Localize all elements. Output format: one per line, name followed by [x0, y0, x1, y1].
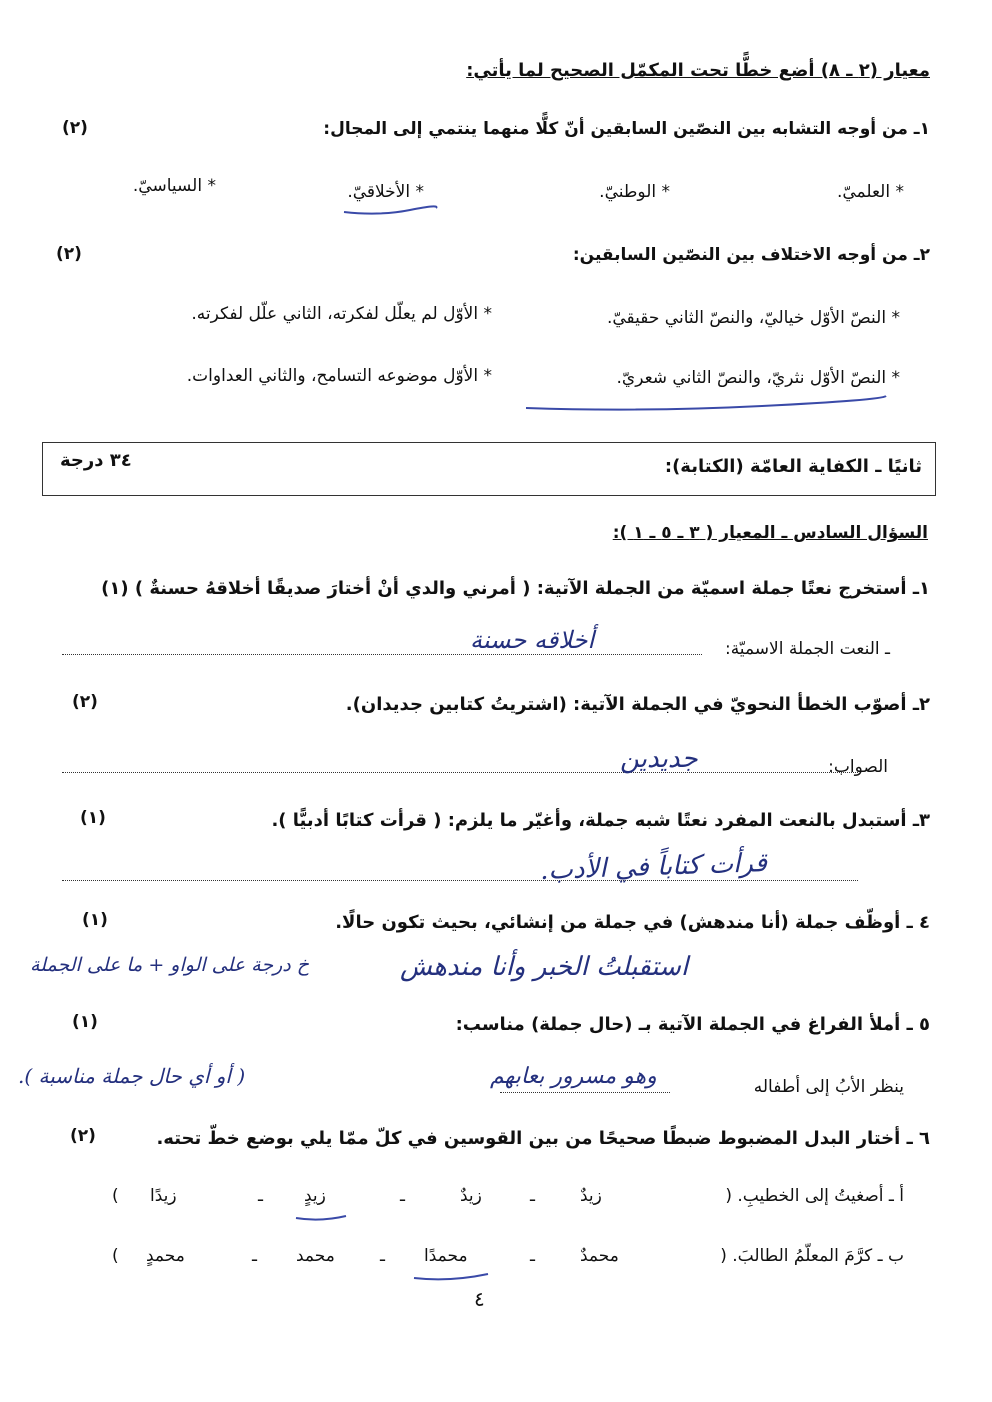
item-2-text: ٢ـ أصوّب الخطأ النحويّ في الجملة الآتية: (اشتريتُ كتابين جديدان).	[345, 694, 930, 715]
item-6a-label: أ ـ أصغيتُ إلى الخطيبِ. (	[725, 1186, 904, 1206]
q2-option-4: * الأوّل موضوعه التسامح، والثاني العداوات.	[186, 366, 492, 386]
item-5-handwriting: وهو مسرور بعابهم	[490, 1064, 657, 1089]
item-6b-option-1: محمدٌ	[580, 1246, 619, 1266]
item-6-mark: (٢)	[70, 1126, 96, 1146]
item-2-mark: (٢)	[72, 692, 98, 712]
item-4-handwriting-note: خ درجة على الواو + ما على الجملة	[30, 954, 310, 976]
item-5-text: ٥ ـ أملأ الفراغ في الجملة الآتية بـ (حال جملة) مناسب:	[455, 1014, 930, 1035]
section-2-title: ثانيًا ـ الكفاية العامّة (الكتابة):	[664, 456, 922, 477]
underline-mark-moral	[340, 200, 440, 218]
item-6a-sep-3: ـ	[258, 1186, 263, 1206]
item-3-text: ٣ـ أستبدل بالنعت المفرد نعتًا شبه جملة، وأغيّر ما يلزم: ( قرأت كتابًا أدبيًّا ).	[271, 810, 930, 831]
item-4-text: ٤ ـ أوظّف جملة (أنا مندهش) في جملة من إنشائي، بحيث تكون حالًا.	[335, 912, 930, 933]
q1-option-scientific: * العلميّ.	[836, 182, 904, 202]
question-2-text: ٢ـ من أوجه الاختلاف بين النصّين السابقين:	[572, 245, 930, 265]
q2-option-3: * النصّ الأوّل نثريّ، والنصّ الثاني شعريّ.	[616, 368, 900, 388]
underline-mark-6b	[412, 1270, 492, 1284]
item-6a-option-4: زيدًا	[150, 1186, 177, 1206]
q1-option-national: * الوطنيّ.	[599, 182, 670, 202]
item-6b-close-paren: )	[112, 1246, 119, 1266]
item-6a-option-3: زيدٍ	[304, 1186, 326, 1206]
item-6a-sep-2: ـ	[400, 1186, 405, 1206]
item-6a-option-2: زيدٌ	[460, 1186, 482, 1206]
item-6a-option-1: زيدٌ	[580, 1186, 602, 1206]
item-3-handwriting: قرأت كتاباً في الأدب.	[539, 848, 768, 886]
item-6b-option-2: محمدًا	[424, 1246, 468, 1266]
item-6b-label: ب ـ كرَّمَ المعلّمُ الطالبَ. (	[720, 1246, 904, 1266]
question-2-mark: (٢)	[56, 244, 82, 264]
item-6b-option-4: محمدٍ	[146, 1246, 185, 1266]
item-5-sentence: ينظر الأبُ إلى أطفاله	[753, 1077, 904, 1097]
item-2-handwriting: جديدين	[620, 744, 698, 774]
item-3-answer-line	[62, 880, 858, 881]
q2-option-1: * النصّ الأوّل خياليّ، والنصّ الثاني حقيقيّ.	[606, 308, 900, 328]
q1-option-moral: * الأخلاقيّ.	[347, 182, 424, 202]
section-2-score: ٣٤ درجة	[60, 450, 132, 471]
item-2-answer-label: الصواب:	[828, 757, 888, 777]
item-5-handwriting-note: ( أو أي حال جملة مناسبة ).	[18, 1064, 246, 1088]
item-6b-sep-2: ـ	[380, 1246, 385, 1266]
page-number: ٤	[474, 1287, 485, 1311]
item-5-fill-line	[500, 1092, 670, 1093]
item-4-mark: (١)	[82, 910, 108, 930]
item-6b-sep-3: ـ	[252, 1246, 257, 1266]
underline-mark-6a	[294, 1210, 350, 1224]
question-1-mark: (٢)	[62, 118, 88, 138]
item-6b-option-3: محمد	[296, 1246, 335, 1266]
item-1-handwriting: أخلاقه حسنة	[470, 626, 595, 654]
item-5-mark: (١)	[72, 1012, 98, 1032]
item-6b-sep-1: ـ	[530, 1246, 535, 1266]
item-6-text: ٦ ـ أختار البدل المضبوط ضبطًا صحيحًا من بين القوسين في كلّ ممّا يلي بوضع خطّ تحته.	[156, 1128, 930, 1149]
question-1-text: ١ـ من أوجه التشابه بين النصّين السابقين أنّ كلًّا منهما ينتمي إلى المجال:	[323, 119, 930, 139]
q2-option-2: * الأوّل لم يعلّل لفكرته، الثاني علّل لفكرته.	[191, 304, 492, 324]
underline-mark-poetic	[522, 390, 892, 416]
q1-option-political: * السياسيّ.	[132, 176, 216, 196]
item-1-answer-line	[62, 654, 702, 655]
item-4-handwriting: استقبلتُ الخبر وأنا مندهش	[400, 952, 689, 982]
item-1-text: ١ـ أستخرج نعتًا جملة اسميّة من الجملة الآتية: ( أمرني والدي أنْ أختارَ صديقًا أخلاقهُ حسنةٌ ) (١)	[101, 578, 930, 599]
item-6a-close-paren: )	[112, 1186, 119, 1206]
item-3-mark: (١)	[80, 808, 106, 828]
criterion-header: معيار (٢ ـ ٨) أضع خطًّا تحت المكمّل الصحيح لما يأتي:	[466, 60, 930, 81]
question-6-header: السؤال السادس ـ المعيار ( ٣ ـ ٥ ـ ١ ):	[612, 523, 928, 543]
item-2-answer-line	[62, 772, 858, 773]
item-1-answer-label: ـ النعت الجملة الاسميّة:	[724, 639, 890, 659]
item-6a-sep-1: ـ	[530, 1186, 535, 1206]
